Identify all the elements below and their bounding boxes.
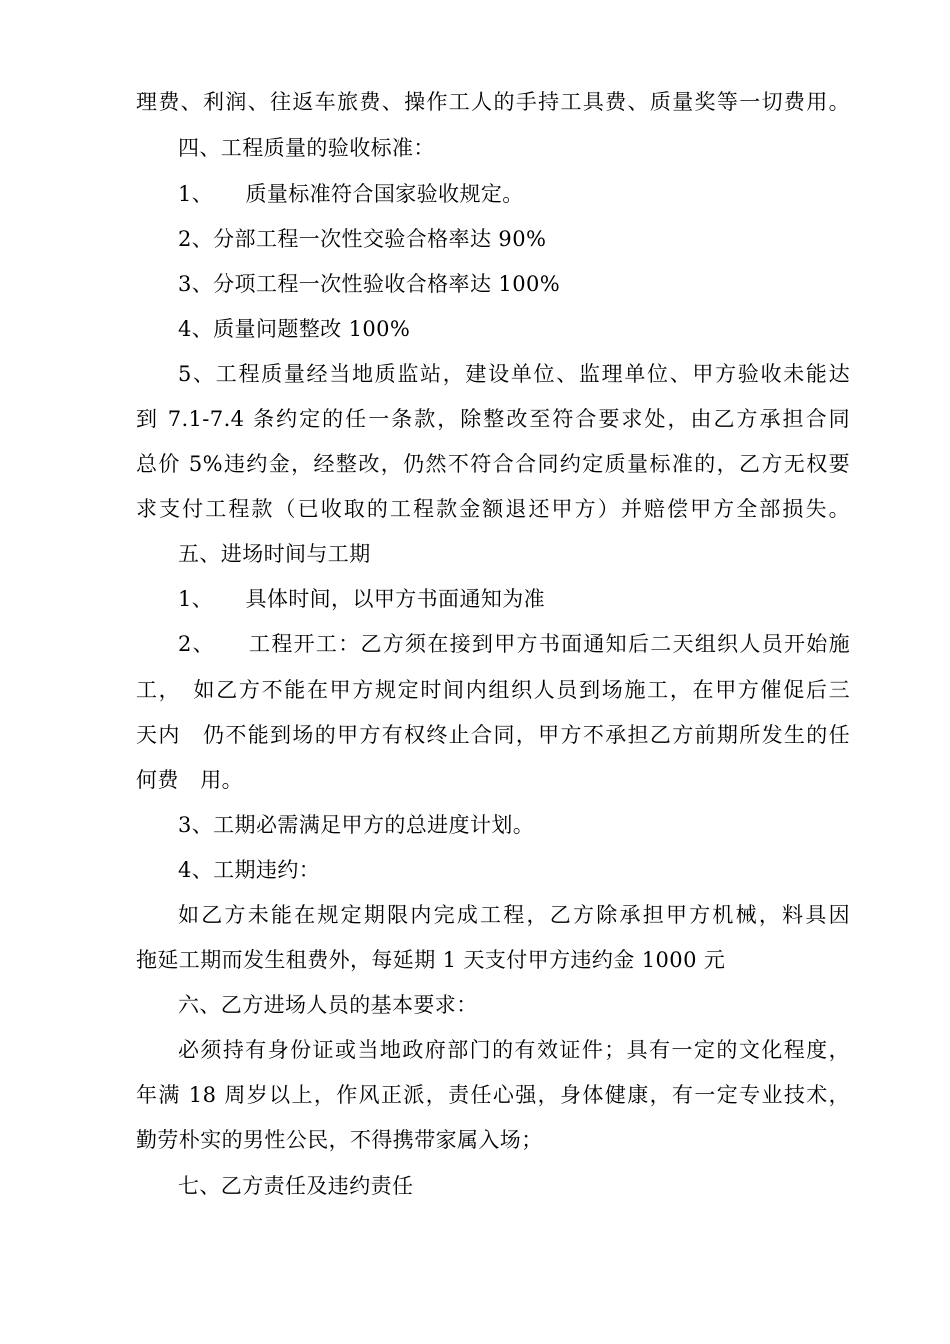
text-line: 年满 18 周岁以上，作风正派，责任心强，身体健康，有一定专业技术， xyxy=(136,1083,850,1107)
list-item: 1、 具体时间，以甲方书面通知为准 xyxy=(178,587,546,611)
text-line: 天内 仍不能到场的甲方有权终止合同，甲方不承担乙方前期所发生的任 xyxy=(136,723,850,747)
list-item: 2、 工程开工：乙方须在接到甲方书面通知后二天组织人员开始施 xyxy=(178,632,850,656)
list-item: 1、 质量标准符合国家验收规定。 xyxy=(178,182,524,206)
section-heading: 六、乙方进场人员的基本要求： xyxy=(178,993,478,1017)
section-heading: 四、工程质量的验收标准： xyxy=(178,136,435,160)
text-line: 总价 5%违约金，经整改，仍然不符合合同约定质量标准的，乙方无权要 xyxy=(136,452,850,476)
list-item: 3、工期必需满足甲方的总进度计划。 xyxy=(178,813,535,837)
list-item: 4、质量问题整改 100% xyxy=(178,317,411,341)
text-line: 必须持有身份证或当地政府部门的有效证件；具有一定的文化程度， xyxy=(178,1038,850,1062)
text-line: 工， 如乙方不能在甲方规定时间内组织人员到场施工，在甲方催促后三 xyxy=(136,678,850,702)
text-line: 5、工程质量经当地质监站，建设单位、监理单位、甲方验收未能达 xyxy=(178,362,850,386)
text-line: 理费、利润、往返车旅费、操作工人的手持工具费、质量奖等一切费用。 xyxy=(136,90,850,114)
list-item: 3、分项工程一次性验收合格率达 100% xyxy=(178,272,561,296)
text-line: 如乙方未能在规定期限内完成工程，乙方除承担甲方机械，料具因 xyxy=(178,903,850,927)
text-line: 拖延工期而发生租费外，每延期 1 天支付甲方违约金 1000 元 xyxy=(136,948,726,972)
text-line: 求支付工程款（已收取的工程款金额退还甲方）并赔偿甲方全部损失。 xyxy=(136,497,850,521)
section-heading: 五、进场时间与工期 xyxy=(178,542,371,566)
list-item: 2、分部工程一次性交验合格率达 90% xyxy=(178,227,547,251)
text-line: 勤劳朴实的男性公民，不得携带家属入场； xyxy=(136,1128,543,1152)
section-heading: 七、乙方责任及违约责任 xyxy=(178,1174,414,1198)
text-line: 何费 用。 xyxy=(136,768,243,792)
text-line: 到 7.1-7.4 条约定的任一条款，除整改至符合要求处，由乙方承担合同 xyxy=(136,407,850,431)
list-item: 4、工期违约： xyxy=(178,858,321,882)
